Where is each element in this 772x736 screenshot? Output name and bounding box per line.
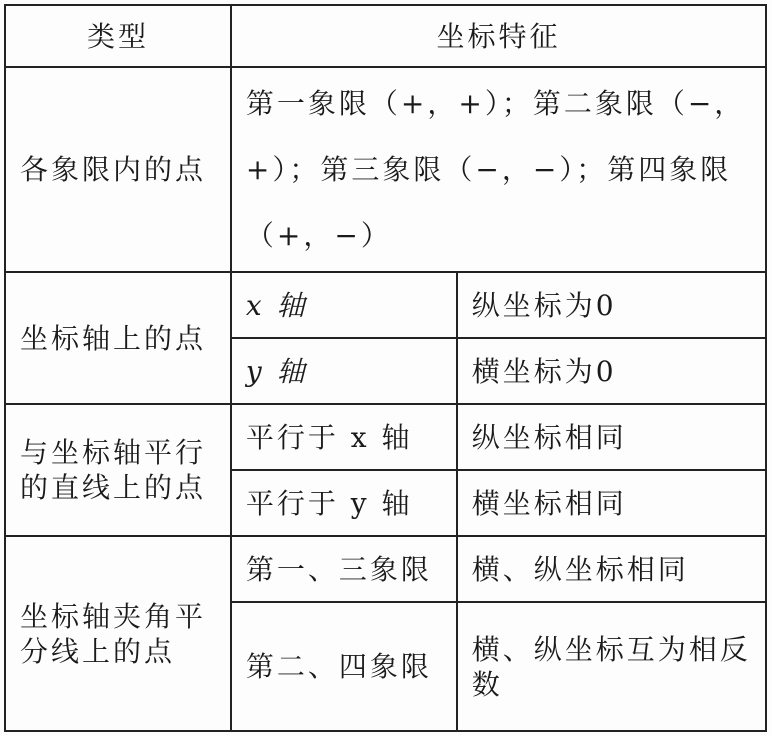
quadrant-feature-cell <box>231 67 766 272</box>
bisector-type: 坐标轴夹角平分线上的点 <box>5 536 231 731</box>
parallel-x-result: 纵坐标相同 <box>457 404 766 470</box>
parallel-type: 与坐标轴平行的直线上的点 <box>5 404 231 536</box>
table-row-parallel-x <box>5 404 766 470</box>
quadrant-type: 各象限内的点 <box>5 67 231 272</box>
axis-type: 坐标轴上的点 <box>5 272 231 404</box>
axis-x-condition: x 轴 <box>231 272 457 338</box>
bisector-13-condition: 第一、三象限 <box>231 536 457 602</box>
header-type: 类型 <box>5 5 231 67</box>
coordinate-feature-table <box>4 4 767 732</box>
table-row-quadrant <box>5 67 766 272</box>
axis-y-result: 横坐标为0 <box>457 338 766 404</box>
parallel-y-result: 横坐标相同 <box>457 470 766 536</box>
table-header-row <box>5 5 766 67</box>
header-feature: 坐标特征 <box>231 5 766 67</box>
axis-x-result: 纵坐标为0 <box>457 272 766 338</box>
bisector-24-condition: 第二、四象限 <box>231 602 457 731</box>
quadrant-feature: 第一象限（+，+）；第二象限（−，+）；第三象限（−，−）；第四象限（+，−） <box>245 86 746 252</box>
bisector-13-result: 横、纵坐标相同 <box>457 536 766 602</box>
bisector-24-result: 横、纵坐标互为相反数 <box>457 602 766 731</box>
parallel-y-condition: 平行于 y 轴 <box>231 470 457 536</box>
axis-y-condition: y 轴 <box>231 338 457 404</box>
table-row-axis-x <box>5 272 766 338</box>
table-row-bisector-13 <box>5 536 766 602</box>
parallel-x-condition: 平行于 x 轴 <box>231 404 457 470</box>
